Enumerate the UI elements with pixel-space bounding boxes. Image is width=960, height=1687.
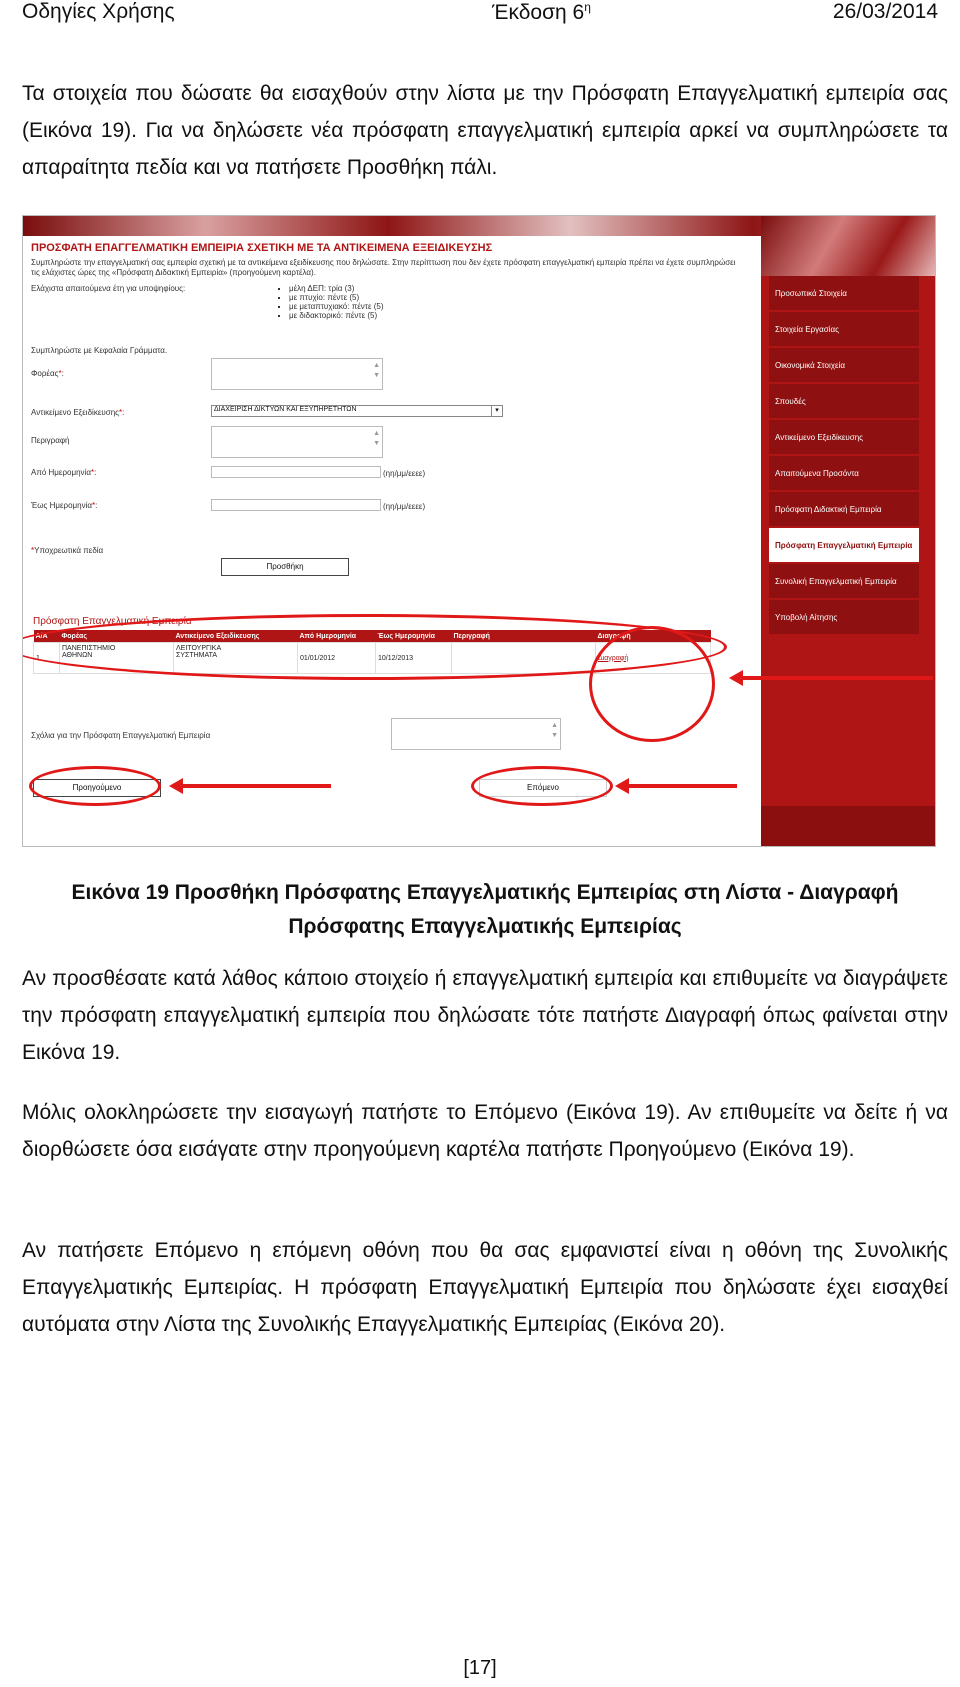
sidebar	[761, 216, 935, 846]
paragraph-summary: Αν πατήσετε Επόμενο η επόμενη οθόνη που θα σας εμφανιστεί είναι η οθόνη της Συνολικής Επαγγελματικής Εμπειρίας. Η πρόσφατη Επαγγελματική Εμπειρία που δηλώσατε έχει εισαχθεί αυτόματα στην Λίστα της Συνολικής Επαγγελματικής Εμπειρίας (Εικόνα 20).	[22, 1239, 948, 1336]
intro-paragraph: Τα στοιχεία που δώσατε θα εισαχθούν στην λίστα με την Πρόσφατη Επαγγελματική εμπειρία σας (Εικόνα 19). Για να δηλώσετε νέα πρόσφατη επαγγελματική εμπειρία αρκεί να συμπληρώσετε τα απαραίτητα πεδία και να πατήσετε Προσθήκη πάλι.	[22, 82, 948, 179]
page-number: [17]	[463, 1657, 497, 1679]
criteria-list: ▪ μέλη ΔΕΠ: τρία (3) ▪ με πτυχίο: πέντε (5) ▪ με μεταπτυχιακό: πέντε (5) ▪ με διδακτορικό: πέντε (5)	[277, 284, 384, 320]
delete-link[interactable]: Διαγραφή	[598, 654, 629, 662]
sidebar-item-7[interactable]: Πρόσφατη Επαγγελματική Εμπειρία	[769, 528, 919, 562]
delete-arrow	[743, 676, 933, 680]
apo-label: Από Ημερομηνία*:	[31, 468, 97, 477]
sidebar-item-1[interactable]: Στοιχεία Εργασίας	[769, 312, 919, 346]
paragraph-next: Μόλις ολοκληρώσετε την εισαγωγή πατήστε το Επόμενο (Εικόνα 19). Αν επιθυμείτε να δείτε ή να διορθώσετε όσα εισάγατε στην προηγούμενη καρτέλα πατήστε Προηγούμενο (Εικόνα 19).	[22, 1101, 948, 1161]
figure-caption: Εικόνα 19 Προσθήκη Πρόσφατης Επαγγελματικής Εμπειρίας στη Λίστα - Διαγραφή Πρόσφατης Επαγγελματικής Εμπειρίας	[71, 881, 899, 938]
sidebar-item-6[interactable]: Πρόσφατη Διδακτική Εμπειρία	[769, 492, 919, 526]
eos-date-format: (ηη/μμ/εεεε)	[383, 502, 426, 511]
sidebar-item-5[interactable]: Απαιτούμενα Προσόντα	[769, 456, 919, 490]
add-button[interactable]: Προσθήκη	[221, 558, 349, 576]
min-years-label: Ελάχιστα απαιτούμενα έτη για υποψηφίους:	[31, 284, 186, 293]
antikeimeno-label: Αντικείμενο Εξειδίκευσης*:	[31, 408, 125, 417]
col-aa: Α/Α	[34, 630, 60, 643]
comments-textarea[interactable]: ▲ ▼	[391, 718, 561, 750]
table-row: 1 ΠΑΝΕΠΙΣΤΗΜΙΟ ΑΘΗΝΩΝ ΛΕΙΤΟΥΡΓΙΚΑ ΣΥΣΤΗΜΑΤΑ 01/01/2012 10/12/2013 Διαγραφή	[34, 643, 711, 674]
col-foreas: Φορέας	[60, 630, 174, 643]
form-title: ΠΡΟΣΦΑΤΗ ΕΠΑΓΓΕΛΜΑΤΙΚΗ ΕΜΠΕΙΡΙΑ ΣΧΕΤΙΚΗ ΜΕ ΤΑ ΑΝΤΙΚΕΙΜΕΝΑ ΕΞΕΙΔΙΚΕΥΣΗΣ	[31, 242, 493, 254]
sidebar-item-0[interactable]: Προσωπικά Στοιχεία	[769, 276, 919, 310]
perigrafi-label: Περιγραφή	[31, 436, 70, 445]
sidebar-item-4[interactable]: Αντικείμενο Εξειδίκευσης	[769, 420, 919, 454]
eos-label: Έως Ημερομηνία*:	[31, 501, 98, 510]
form-intro-line1: Συμπληρώστε την επαγγελματική σας εμπειρία σχετική με τα αντικείμενα εξειδίκευσης που δηλώσατε. Στην περίπτωση που δεν έχετε πρόσφατη επαγγελματική εμπειρία πρέπει να έχετε συμπληρώσει	[31, 258, 736, 267]
header-date: 26/03/2014	[832, 0, 938, 23]
perigrafi-textarea[interactable]: ▲ ▼	[211, 426, 383, 458]
required-note: *Υποχρεωτικά πεδία	[31, 546, 104, 555]
uppercase-hint: Συμπληρώστε με Κεφαλαία Γράμματα.	[31, 346, 168, 355]
col-perigrafi: Περιγραφή	[452, 630, 596, 643]
eos-date-input[interactable]	[211, 499, 381, 511]
sidebar-item-2[interactable]: Οικονομικά Στοιχεία	[769, 348, 919, 382]
prev-button[interactable]: Προηγούμενο	[33, 779, 161, 797]
next-button[interactable]: Επόμενο	[479, 779, 607, 797]
next-arrow	[627, 784, 737, 788]
header-doc-title: Οδηγίες Χρήσης	[22, 0, 175, 23]
paragraph-delete: Αν προσθέσατε κατά λάθος κάποιο στοιχείο ή επαγγελματική εμπειρία και επιθυμείτε να διαγράψετε την πρόσφατη επαγγελματική εμπειρία που δηλώσατε τότε πατήστε Διαγραφή όπως φαίνεται στην Εικόνα 19.	[22, 967, 948, 1064]
prev-highlight-ring	[29, 766, 161, 806]
col-eos: Έως Ημερομηνία	[376, 630, 452, 643]
form-area	[27, 236, 757, 846]
header-version: Έκδοση $6^\eta$	[492, 0, 591, 24]
table-title: Πρόσφατη Επαγγελματική Εμπειρία	[33, 616, 192, 627]
chevron-down-icon: ▾	[491, 406, 502, 416]
sidebar-item-9[interactable]: Υποβολή Αίτησης	[769, 600, 919, 634]
figure-screenshot	[22, 215, 936, 847]
prev-arrow	[181, 784, 331, 788]
form-intro-line2: τις ελάχιστες ώρες της «Πρόσφατη Διδακτική Εμπειρία» (προηγούμενη καρτέλα).	[31, 268, 316, 277]
sidebar-item-3[interactable]: Σπουδές	[769, 384, 919, 418]
antikeimeno-select[interactable]: ΔΙΑΧΕΙΡΙΣΗ ΔΙΚΤΥΩΝ ΚΑΙ ΕΞΥΠΗΡΕΤΗΤΩΝ ▾	[211, 405, 503, 417]
apo-date-input[interactable]	[211, 466, 381, 478]
col-apo: Από Ημερομηνία	[298, 630, 376, 643]
sidebar-item-8[interactable]: Συνολική Επαγγελματική Εμπειρία	[769, 564, 919, 598]
foreas-label: Φορέας*:	[31, 369, 64, 378]
comments-label: Σχόλια για την Πρόσφατη Επαγγελματική Εμπειρία	[31, 731, 211, 740]
col-antikeimeno: Αντικείμενο Εξειδίκευσης	[174, 630, 298, 643]
col-diagrafi: Διαγραφή	[596, 630, 711, 643]
next-highlight-ring	[471, 766, 613, 806]
page-header	[22, 0, 938, 32]
foreas-textarea[interactable]: ▲ ▼	[211, 358, 383, 390]
delete-highlight-ring	[589, 626, 715, 742]
apo-date-format: (ηη/μμ/εεεε)	[383, 469, 426, 478]
